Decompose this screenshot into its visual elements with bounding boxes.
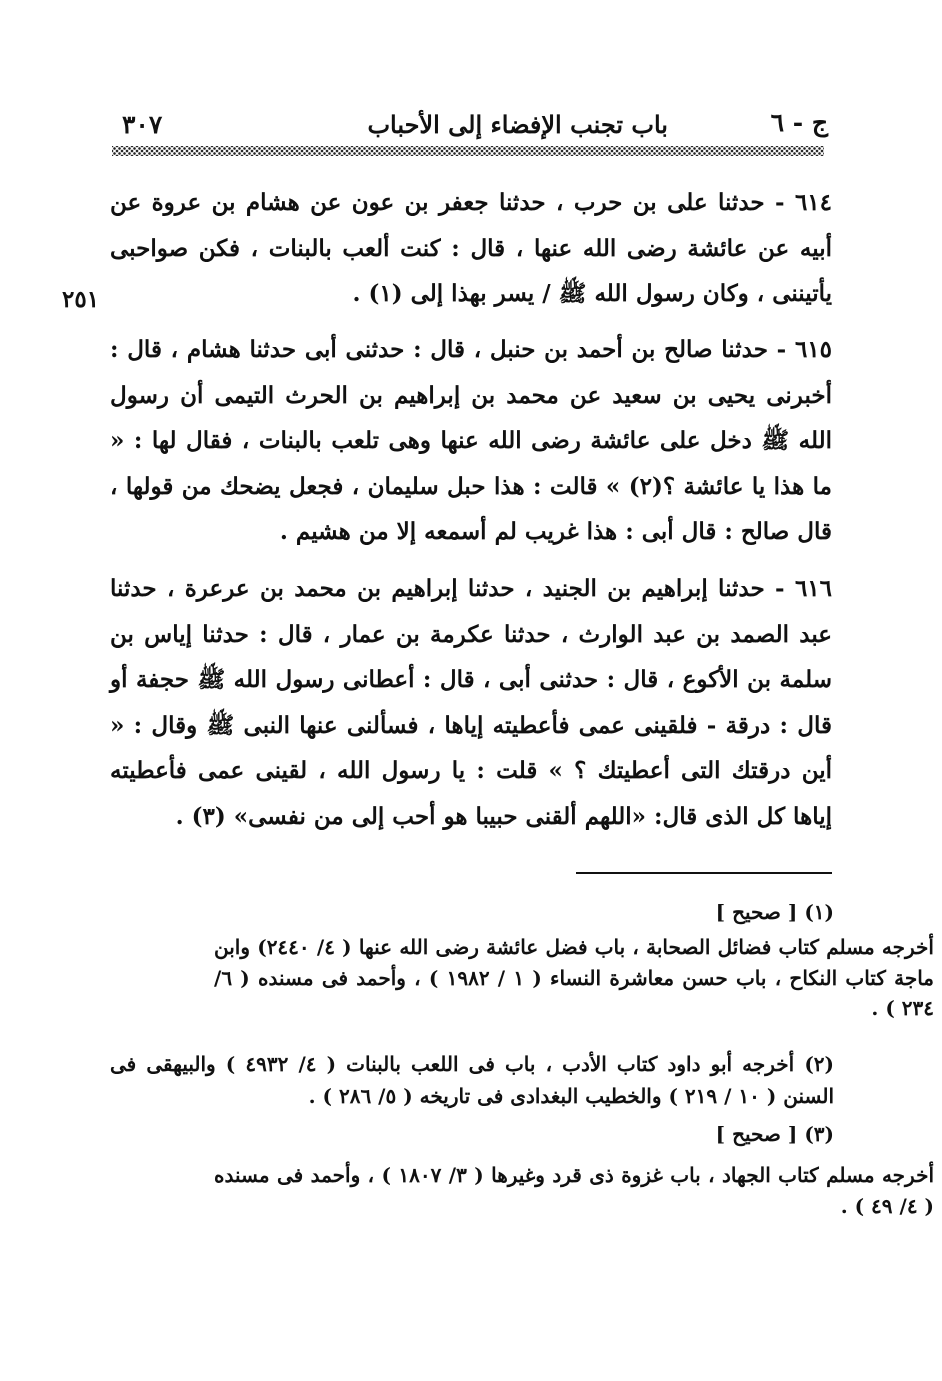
header-divider <box>112 146 824 156</box>
footnote-1-heading <box>110 896 834 928</box>
footnote-marker: (١) <box>804 900 834 924</box>
hadith-text: حدثنا على بن حرب ، حدثنا جعفر بن عون عن هشام بن عروة عن أبيه عن عائشة رضى الله عنها ، قال : كنت ألعب بالبنات ، فكن صواحبى يأتيننى ، وكان رسول الله ﷺ / يسر بهذا إلى (١) . <box>110 189 832 307</box>
page-number: ٣٠٧ <box>122 110 163 139</box>
volume-label: ج - ٦ <box>770 108 828 137</box>
footnote-marker: (٣) <box>804 1122 834 1146</box>
footnote-text: أخرجه أبو داود كتاب الأدب ، باب فى اللعب بالبنات ( ٤/ ٤٩٣٢ ) والبيهقى فى السنن ( ١٠ / ٢١٩ ) والخطيب البغدادى فى تاريخه ( ٥/ ٢٨٦ ) . <box>110 1052 834 1108</box>
chapter-title: باب تجنب الإفضاء إلى الأحباب <box>367 110 668 139</box>
hadith-text: حدثنا إبراهيم بن الجنيد ، حدثنا إبراهيم بن محمد بن عرعرة ، حدثنا عبد الصمد بن عبد الوارث ، حدثنا عكرمة بن عمار ، قال : حدثنا إياس بن سلمة بن الأكوع ، قال : حدثنى أبى ، قال : أعطانى رسول الله ﷺ حجفة أو قال : درقة - فلقينى عمى فأعطيته إياها ، فسألنى عنها النبى ﷺ وقال : « أين درقتك التى أعطيتك ؟ » قلت : يا رسول الله ، لقينى عمى فأعطيته إياها كل الذى قال: «اللهم ألقنى حبيبا هو أحب إلى من نفسى» (٣) . <box>110 575 832 830</box>
hadith-number: ٦١٥ <box>794 336 832 363</box>
footnote-3-heading <box>110 1118 834 1150</box>
footnote-grade: [ صحيح ] <box>715 1122 798 1146</box>
hadith-number: ٦١٤ <box>794 189 832 216</box>
footnote-marker: (٢) <box>804 1052 835 1076</box>
hadith-text: حدثنا صالح بن أحمد بن حنبل ، قال : حدثنى أبى حدثنا هشام ، قال : أخبرنى يحيى بن سعيد عن محمد بن إبراهيم بن الحرث التيمى أن رسول الله ﷺ دخل على عائشة رضى الله عنها وهى تلعب بالبنات ، فقال لها : « ما هذا يا عائشة ؟(٢) » قالت : هذا حبل سليمان ، فجعل يضحك من قولها ، قال صالح : قال أبى : هذا غريب لم أسمعه إلا من هشيم . <box>110 336 832 545</box>
footnote-grade: [ صحيح ] <box>715 900 798 924</box>
hadith-614: ٦١٤ - حدثنا على بن حرب ، حدثنا جعفر بن عون عن هشام بن عروة عن أبيه عن عائشة رضى الله عنها ، قال : كنت ألعب بالبنات ، فكن صواحبى يأتيننى ، وكان رسول الله ﷺ / يسر بهذا إلى (١) . <box>110 189 832 307</box>
margin-page-reference: ٢٥١ <box>62 286 100 313</box>
footnote-2 <box>110 1048 834 1112</box>
hadith-616: ٦١٦ - حدثنا إبراهيم بن الجنيد ، حدثنا إبراهيم بن محمد بن عرعرة ، حدثنا عبد الصمد بن عبد الوارث ، حدثنا عكرمة بن عمار ، قال : حدثنا إياس بن سلمة بن الأكوع ، قال : حدثنى أبى ، قال : أعطانى رسول الله ﷺ حجفة أو قال : درقة - فلقينى عمى فأعطيته إياها ، فسألنى عنها النبى ﷺ وقال : « أين درقتك التى أعطيتك ؟ » قلت : يا رسول الله ، لقينى عمى فأعطيته إياها كل الذى قال: «اللهم ألقنى حبيبا هو أحب إلى من نفسى» (٣) . <box>110 575 832 830</box>
footnote-3-text: أخرجه مسلم كتاب الجهاد ، باب غزوة ذى قرد وغيرها ( ٣/ ١٨٠٧ ) ، وأحمد فى مسنده ( ٤/ ٤٩ ) . <box>214 1163 934 1218</box>
hadith-number: ٦١٦ <box>794 575 832 602</box>
footnote-separator <box>576 872 832 874</box>
footnote-1-text: أخرجه مسلم كتاب فضائل الصحابة ، باب فضل عائشة رضى الله عنها ( ٤/ ٢٤٤٠) وابن ماجة كتاب النكاح ، باب حسن معاشرة النساء ( ١ / ١٩٨٢ ) ، وأحمد فى مسنده ( ٦/ ٢٣٤ ) . <box>214 935 934 1020</box>
hadith-615: ٦١٥ - حدثنا صالح بن أحمد بن حنبل ، قال : حدثنى أبى حدثنا هشام ، قال : أخبرنى يحيى بن سعيد عن محمد بن إبراهيم بن الحرث التيمى أن رسول الله ﷺ دخل على عائشة رضى الله عنها وهى تلعب بالبنات ، فقال لها : « ما هذا يا عائشة ؟(٢) » قالت : هذا حبل سليمان ، فجعل يضحك من قولها ، قال صالح : قال أبى : هذا غريب لم أسمعه إلا من هشيم . <box>110 336 832 545</box>
